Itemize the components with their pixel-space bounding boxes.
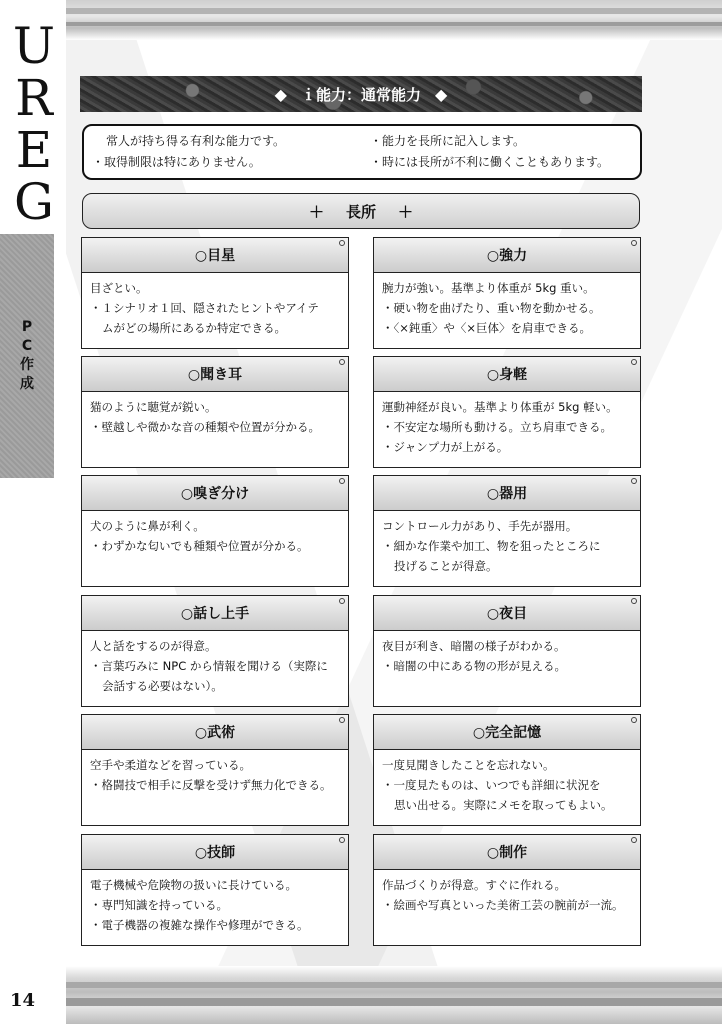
- ability-card: [373, 714, 641, 826]
- description-line: ・ジャンプ力が上がる。: [382, 440, 509, 454]
- description-line: ・不安定な場所も動ける。立ち肩車できる。: [382, 420, 612, 434]
- page-title: ｉ能力：通常能力: [300, 85, 421, 104]
- ability-name: ○武術: [82, 715, 348, 750]
- ability-card: [81, 714, 349, 826]
- top-decorative-band: [66, 0, 722, 40]
- description-line: ・壁越しや微かな音の種類や位置が分かる。: [90, 420, 320, 434]
- sidebar-chapter-tab: [0, 234, 54, 478]
- ability-description: [90, 875, 342, 935]
- description-line: ・電子機器の複雑な操作や修理ができる。: [90, 918, 309, 932]
- band-line: [66, 998, 722, 1006]
- ability-name: ○完全記憶: [374, 715, 640, 750]
- description-line: 人と話をするのが得意。: [90, 639, 217, 653]
- page-header: [80, 76, 642, 112]
- description-line: ・言葉巧みに NPC から情報を聞ける（実際に: [90, 659, 328, 673]
- ability-card: [373, 595, 641, 707]
- chapter-tab-label: [0, 318, 54, 394]
- corner-dot-icon: [339, 598, 345, 604]
- ability-name: ○夜目: [374, 596, 640, 631]
- ability-name: ○制作: [374, 835, 640, 870]
- ability-name: ○技師: [82, 835, 348, 870]
- diamond-icon: ◆: [435, 84, 448, 104]
- corner-dot-icon: [631, 717, 637, 723]
- section-heading: [82, 193, 640, 229]
- corner-dot-icon: [339, 240, 345, 246]
- ability-description: [382, 397, 634, 457]
- diamond-icon: ◆: [274, 84, 287, 104]
- description-line: ・わずかな匂いでも種類や位置が分かる。: [90, 539, 309, 553]
- band-line: [66, 8, 722, 14]
- ability-card: [373, 475, 641, 587]
- ability-card: [81, 237, 349, 349]
- description-line: 会話する必要はない）。: [102, 679, 223, 693]
- description-line: 思い出せる。実際にメモを取ってもよい。: [394, 798, 613, 812]
- plus-icon: ＋: [308, 202, 324, 221]
- ability-name: ○目星: [82, 238, 348, 273]
- tab-label-char: 作: [20, 357, 34, 373]
- description-line: ・専門知識を持っている。: [90, 898, 228, 912]
- corner-dot-icon: [631, 478, 637, 484]
- ability-card: [81, 595, 349, 707]
- ability-name: ○身軽: [374, 357, 640, 392]
- ability-name: ○強力: [374, 238, 640, 273]
- ability-name: ○嗅ぎ分け: [82, 476, 348, 511]
- corner-dot-icon: [631, 359, 637, 365]
- bottom-decorative-band: [66, 966, 722, 1024]
- description-line: 運動神経が良い。基準より体重が 5kg 軽い。: [382, 400, 618, 414]
- band-line: [66, 22, 722, 26]
- ability-description: [382, 875, 634, 915]
- ability-card: [373, 834, 641, 946]
- corner-dot-icon: [631, 598, 637, 604]
- plus-icon: ＋: [398, 202, 414, 221]
- page-number: 14: [10, 990, 36, 1011]
- intro-box: [82, 124, 642, 180]
- tab-label-char: P: [21, 319, 33, 335]
- description-line: ・格闘技で相手に反撃を受けず無力化できる。: [90, 778, 332, 792]
- description-line: ・１シナリオ１回、隠されたヒントやアイテ: [90, 301, 319, 315]
- ability-description: [382, 278, 634, 338]
- logo-letter: R: [15, 69, 53, 127]
- ability-card: [81, 356, 349, 468]
- description-line: 猫のように聴覚が鋭い。: [90, 400, 217, 414]
- ability-card: [373, 237, 641, 349]
- corner-dot-icon: [631, 837, 637, 843]
- ability-description: [90, 516, 342, 556]
- intro-text: 常人が持ち得る有利な能力です。: [106, 134, 286, 148]
- tab-label-char: C: [21, 338, 33, 354]
- corner-dot-icon: [631, 240, 637, 246]
- tab-label-char: 成: [20, 376, 34, 392]
- corner-dot-icon: [339, 359, 345, 365]
- description-line: 作品づくりが得意。すぐに作れる。: [382, 878, 566, 892]
- ability-description: [90, 397, 342, 437]
- description-line: ・硬い物を曲げたり、重い物を動かせる。: [382, 301, 601, 315]
- ability-name: ○聞き耳: [82, 357, 348, 392]
- logo-letter: E: [15, 121, 53, 179]
- description-line: 空手や柔道などを習っている。: [90, 758, 251, 772]
- band-line: [66, 982, 722, 988]
- description-line: ・暗闇の中にある物の形が見える。: [382, 659, 566, 673]
- description-line: 犬のように鼻が利く。: [90, 519, 205, 533]
- ability-description: [382, 755, 634, 815]
- ability-name: ○話し上手: [82, 596, 348, 631]
- description-line: 投げることが得意。: [394, 559, 498, 573]
- description-line: 腕力が強い。基準より体重が 5kg 重い。: [382, 281, 595, 295]
- ability-description: [90, 636, 342, 696]
- intro-text: ・取得制限は特にありません。: [92, 155, 261, 169]
- section-title: 長所: [345, 202, 376, 221]
- description-line: コントロール力があり、手先が器用。: [382, 519, 578, 533]
- intro-text: ・能力を長所に記入します。: [370, 134, 526, 148]
- description-line: ・細かな作業や加工、物を狙ったところに: [382, 539, 601, 553]
- ability-name: ○器用: [374, 476, 640, 511]
- ability-description: [382, 516, 634, 576]
- description-line: 目ざとい。: [90, 281, 148, 295]
- description-line: ・〈×鈍重〉や〈×巨体〉を肩車できる。: [382, 321, 592, 335]
- ability-description: [90, 278, 342, 338]
- ability-card: [81, 834, 349, 946]
- ability-description: [90, 755, 342, 795]
- description-line: 夜目が利き、暗闇の様子がわかる。: [382, 639, 566, 653]
- sidebar-logo: [6, 17, 62, 231]
- ability-description: [382, 636, 634, 676]
- corner-dot-icon: [339, 837, 345, 843]
- intro-text: ・時には長所が不利に働くこともあります。: [370, 155, 610, 169]
- logo-letter: U: [12, 17, 56, 75]
- corner-dot-icon: [339, 478, 345, 484]
- description-line: 一度見聞きしたことを忘れない。: [382, 758, 555, 772]
- ability-card: [373, 356, 641, 468]
- description-line: 電子機械や危険物の扱いに長けている。: [90, 878, 297, 892]
- description-line: ・一度見たものは、いつでも詳細に状況を: [382, 778, 601, 792]
- ability-card: [81, 475, 349, 587]
- logo-letter: G: [14, 173, 54, 231]
- corner-dot-icon: [339, 717, 345, 723]
- description-line: ・絵画や写真といった美術工芸の腕前が一流。: [382, 898, 624, 912]
- description-line: ムがどの場所にあるか特定できる。: [102, 321, 286, 335]
